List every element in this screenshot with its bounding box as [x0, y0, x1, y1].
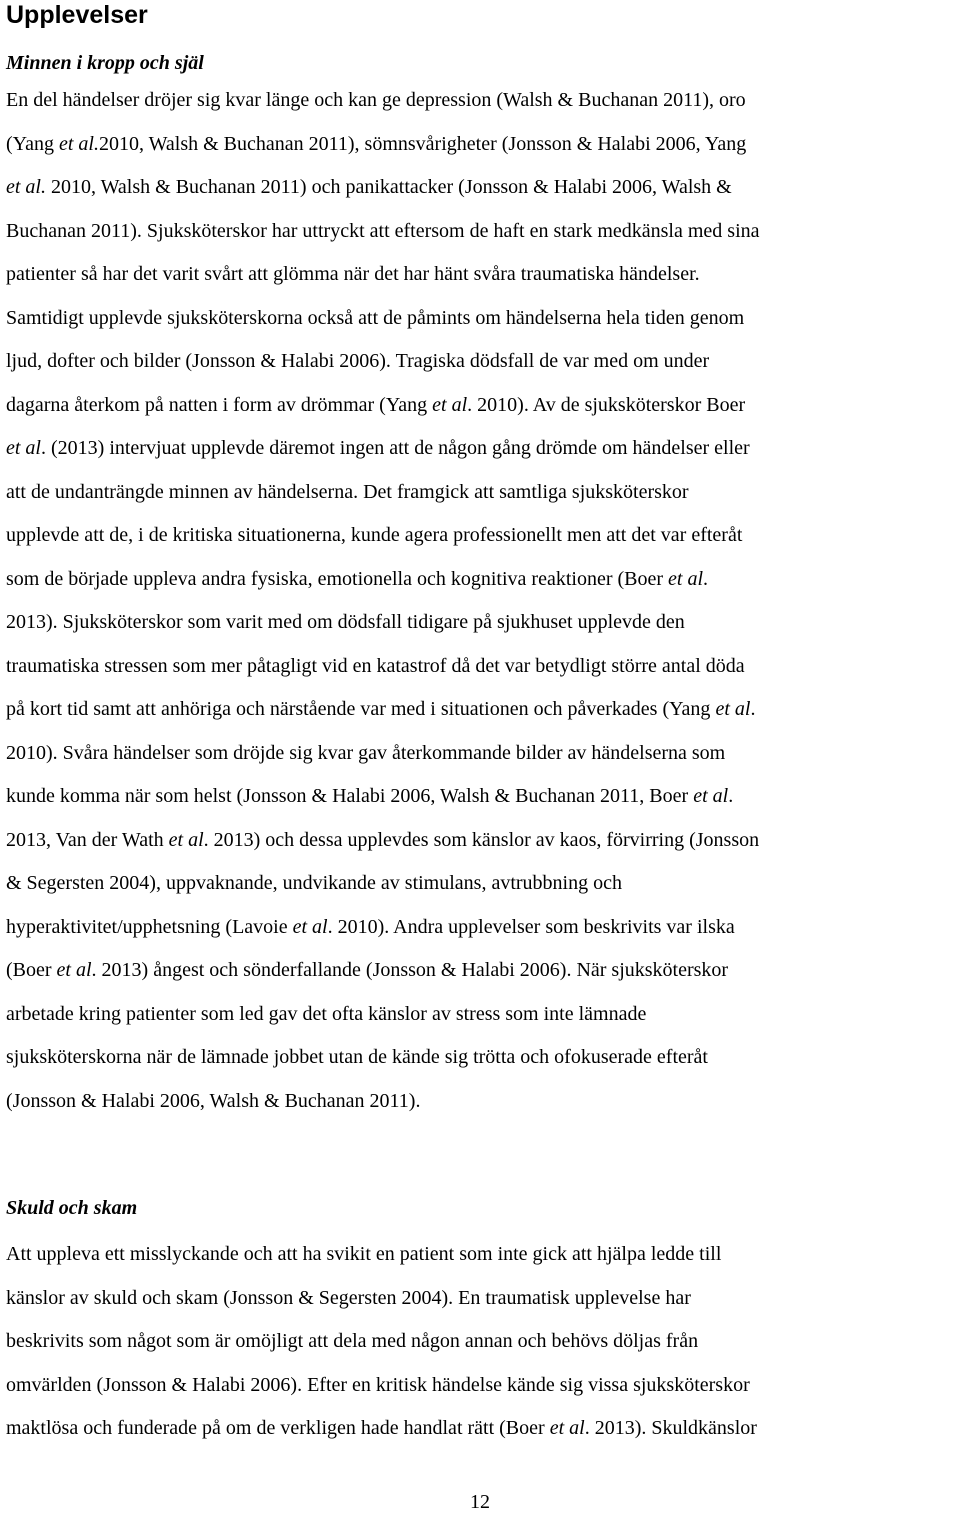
text-segment: maktlösa och funderade på om de verkligen hade handlat rätt (Boer	[6, 1417, 550, 1439]
text-segment-italic: et al	[715, 698, 751, 720]
text-line	[6, 1233, 956, 1277]
text-line	[6, 949, 956, 993]
text-segment-italic: et al	[432, 393, 468, 416]
text-segment-italic: et al	[56, 959, 92, 981]
text-segment-italic: et al	[549, 1417, 585, 1439]
section-heading-minnen: Minnen i kropp och själ	[6, 52, 204, 74]
text-line	[6, 514, 956, 558]
text-line	[6, 1407, 956, 1451]
text-segment: . 2013). Skuldkänslor	[584, 1417, 757, 1439]
text-line	[6, 645, 956, 689]
text-segment: 2010, Walsh & Buchanan 2011) och panikattacker (Jonsson & Halabi 2006, Walsh &	[46, 176, 732, 198]
text-segment: En del händelser dröjer sig kvar länge och kan ge depression (Walsh & Buchanan 2011), oro	[6, 89, 746, 111]
text-segment-italic: et al	[292, 915, 328, 938]
text-segment: patienter så har det varit svårt att glömma när det har hänt svåra traumatiska händelser.	[6, 263, 700, 285]
text-line	[6, 384, 956, 428]
text-line	[6, 253, 956, 297]
text-line	[6, 906, 956, 950]
text-line	[6, 558, 956, 602]
text-segment-italic: et al	[693, 785, 729, 807]
text-segment: (Yang	[6, 132, 59, 155]
text-line	[6, 79, 956, 123]
text-segment: (Jonsson & Halabi 2006, Walsh & Buchanan 2011).	[6, 1089, 421, 1112]
text-segment: att de undanträngde minnen av händelserna. Det framgick att samtliga sjuksköterskor	[6, 480, 689, 503]
text-segment-italic: et al	[168, 828, 204, 851]
text-line	[6, 688, 956, 732]
text-line	[6, 471, 956, 515]
text-segment-italic: et al	[6, 437, 41, 459]
text-segment: sjuksköterskorna när de lämnade jobbet utan de kände sig trötta och ofokuserade efteråt	[6, 1046, 708, 1068]
text-line	[6, 993, 956, 1037]
text-segment: .	[728, 785, 734, 807]
text-line	[6, 1036, 956, 1080]
page-number: 12	[470, 1491, 490, 1513]
text-line	[6, 775, 956, 819]
text-line	[6, 340, 956, 384]
text-segment: beskrivits som något som är omöjligt att dela med någon annan och behövs döljas från	[6, 1330, 699, 1352]
page-title: Upplevelser	[6, 1, 148, 29]
text-segment-italic: et al.	[58, 132, 99, 155]
text-segment: kunde komma när som helst (Jonsson & Halabi 2006, Walsh & Buchanan 2011, Boer	[6, 785, 694, 807]
text-segment: Att uppleva ett misslyckande och att ha svikit en patient som inte gick att hjälpa ledde till	[6, 1243, 722, 1265]
text-line	[6, 1320, 956, 1364]
text-segment: dagarna återkom på natten i form av drömmar (Yang	[6, 393, 433, 416]
text-segment: . 2010). Andra upplevelser som beskrivits var ilska	[327, 915, 735, 938]
text-line	[6, 1364, 956, 1408]
text-line	[6, 123, 956, 167]
text-segment: & Segersten 2004), uppvaknande, undvikande av stimulans, avtrubbning och	[6, 872, 622, 894]
text-segment-italic: et al	[668, 567, 704, 590]
text-segment: . 2013) ångest och sönderfallande (Jonsson & Halabi 2006). När sjuksköterskor	[91, 959, 729, 981]
text-segment: 2013). Sjuksköterskor som varit med om dödsfall tidigare på sjukhuset upplevde den	[6, 611, 685, 633]
text-line	[6, 427, 956, 471]
text-segment: arbetade kring patienter som led gav det ofta känslor av stress som inte lämnade	[6, 1002, 647, 1025]
text-segment: 2013, Van der Wath	[6, 828, 169, 851]
text-line	[6, 297, 956, 341]
text-segment: omvärlden (Jonsson & Halabi 2006). Efter en kritisk händelse kände sig vissa sjuksköterskor	[6, 1373, 750, 1396]
text-segment: känslor av skuld och skam (Jonsson & Segersten 2004). En traumatisk upplevelse har	[6, 1286, 691, 1309]
text-segment: (Boer	[6, 959, 57, 981]
text-segment: Samtidigt upplevde sjuksköterskorna också att de påmints om händelserna hela tiden genom	[6, 306, 745, 329]
text-segment: på kort tid samt att anhöriga och närstående var med i situationen och påverkades (Yang	[6, 698, 716, 720]
text-segment: hyperaktivitet/upphetsning (Lavoie	[6, 915, 293, 938]
text-segment: som de började uppleva andra fysiska, emotionella och kognitiva reaktioner (Boer	[6, 567, 669, 590]
text-segment: 2010, Walsh & Buchanan 2011), sömnsvårigheter (Jonsson & Halabi 2006, Yang	[98, 132, 747, 155]
section-heading-skuld: Skuld och skam	[6, 1197, 138, 1219]
text-line	[6, 862, 956, 906]
text-line	[6, 166, 956, 210]
text-segment: upplevde att de, i de kritiska situationerna, kunde agera professionellt men att det var efteråt	[6, 524, 743, 546]
text-line	[6, 1277, 956, 1321]
text-line	[6, 819, 956, 863]
text-segment: traumatiska stressen som mer påtagligt vid en katastrof då det var betydligt större antal döda	[6, 654, 745, 677]
text-line	[6, 601, 956, 645]
text-line	[6, 210, 956, 254]
text-segment: .	[750, 698, 756, 720]
text-segment: . (2013) intervjuat upplevde däremot ingen att de någon gång drömde om händelser eller	[41, 437, 750, 459]
text-segment-italic: et al.	[6, 176, 46, 198]
text-segment: . 2013) och dessa upplevdes som känslor av kaos, förvirring (Jonsson	[203, 828, 760, 851]
section-body-minnen	[6, 79, 956, 1123]
text-segment: . 2010). Av de sjuksköterskor Boer	[467, 393, 746, 416]
text-segment: Buchanan 2011). Sjuksköterskor har uttryckt att eftersom de haft en stark medkänsla med sina	[6, 219, 760, 242]
text-line	[6, 1080, 956, 1124]
text-segment: ljud, dofter och bilder (Jonsson & Halabi 2006). Tragiska dödsfall de var med om under	[6, 350, 710, 372]
text-segment: 2010). Svåra händelser som dröjde sig kvar gav återkommande bilder av händelserna som	[6, 741, 726, 764]
text-segment: .	[703, 567, 709, 590]
section-body-skuld	[6, 1233, 956, 1451]
text-line	[6, 732, 956, 776]
